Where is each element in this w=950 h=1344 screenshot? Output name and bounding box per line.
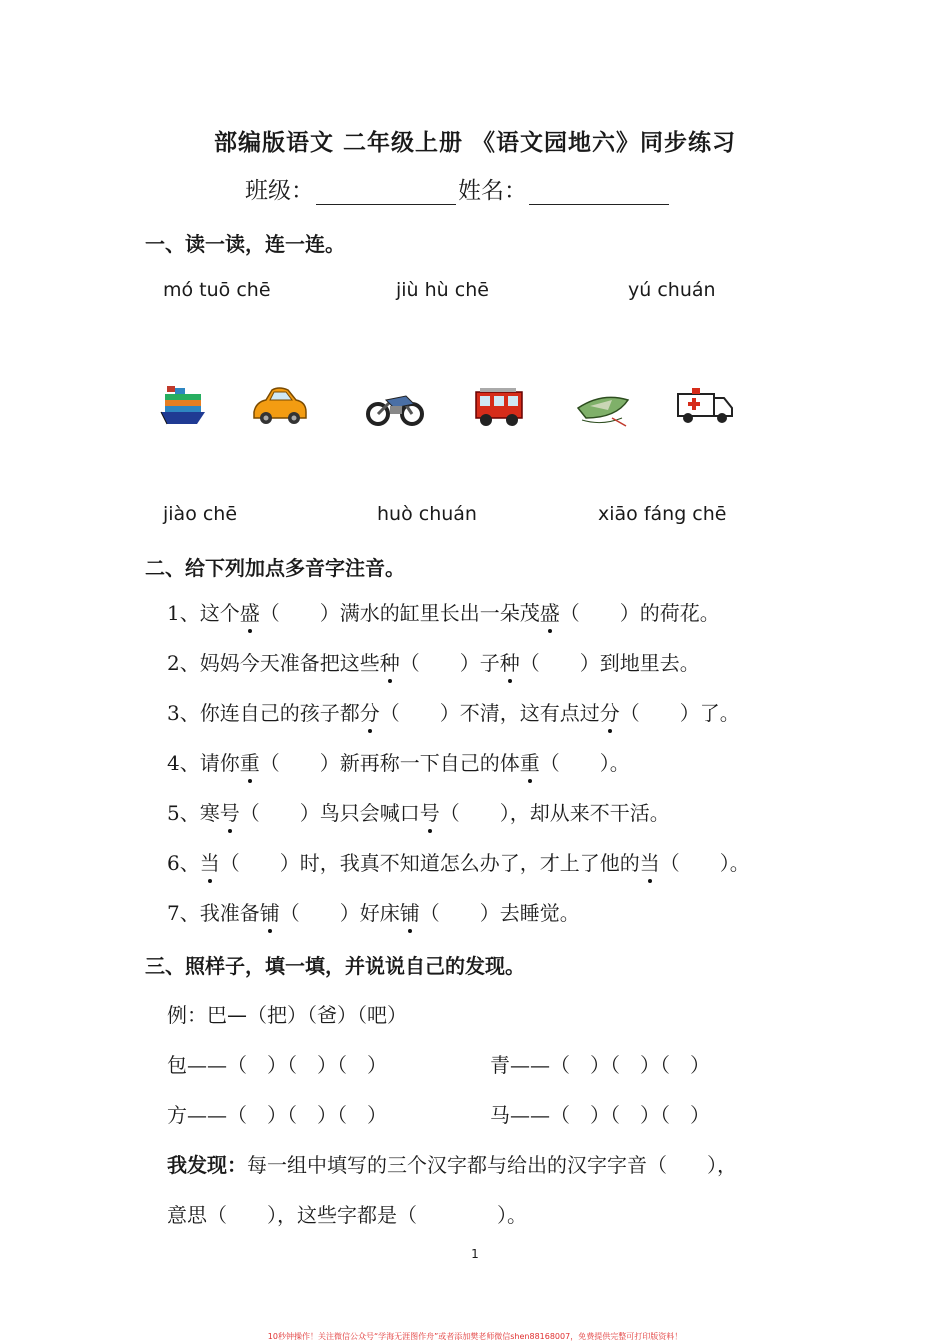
page-title: 部编版语文 二年级上册 《语文园地六》同步练习 [213, 130, 736, 156]
fire-truck-icon [470, 378, 532, 434]
q3-dotted-1: 分 [360, 697, 380, 726]
finding-text: 每一组中填写的三个汉字都与给出的汉字字音（ ）， [247, 1153, 737, 1177]
pinyin-bottom-2: huò chuán [377, 503, 477, 525]
q3-dotted-2: 分 [600, 697, 620, 726]
name-label: 姓名： [458, 178, 527, 204]
finding-line-2: 意思（ ），这些字都是（ ）。 [167, 1203, 527, 1227]
q6-dotted-2: 当 [640, 847, 660, 876]
q1-dotted-2: 盛 [540, 597, 560, 626]
q5-dotted-1: 号 [220, 797, 240, 826]
q5-dotted-2: 号 [420, 797, 440, 826]
question-7 [167, 897, 580, 926]
q5-text-a: 5、寒 [167, 801, 220, 825]
q4-text-b: （ ）新再称一下自己的体 [259, 751, 520, 775]
row2-right: 马——（ ）（ ）（ ） [490, 1103, 710, 1127]
q7-text-b: （ ）好床 [279, 901, 400, 925]
motorcycle-icon [364, 378, 426, 434]
q7-text-c: （ ）去睡觉。 [419, 901, 580, 925]
student-info [245, 172, 671, 205]
q3-text-c: （ ）了。 [619, 701, 740, 725]
section1-heading: 一、读一读，连一连。 [145, 232, 345, 256]
page-number: 1 [471, 1247, 479, 1261]
q7-text-a: 7、我准备 [167, 901, 260, 925]
footer-note: 10秒钟操作！关注微信公众号“学海无涯图作舟”或者添加樊老师微信shen88168007，免费提供完整可打印版资料！ [267, 1332, 683, 1341]
q4-text-c: （ ）。 [539, 751, 630, 775]
q7-dotted-1: 铺 [260, 897, 280, 926]
q6-text-c: （ ）。 [659, 851, 750, 875]
row1-right: 青——（ ）（ ）（ ） [490, 1053, 710, 1077]
ambulance-icon [674, 378, 736, 434]
cargo-ship-icon [155, 378, 217, 434]
class-blank[interactable] [316, 180, 456, 205]
question-5 [167, 797, 670, 826]
row1-left: 包——（ ）（ ）（ ） [167, 1053, 387, 1077]
finding-line [167, 1149, 737, 1178]
q4-dotted-1: 重 [240, 747, 260, 776]
car-icon [248, 378, 310, 434]
q7-dotted-2: 铺 [400, 897, 420, 926]
q5-text-c: （ ），却从来不干活。 [439, 801, 670, 825]
section2-heading: 二、给下列加点多音字注音。 [145, 556, 405, 580]
name-blank[interactable] [529, 180, 669, 205]
pinyin-bottom-3: xiāo fáng chē [598, 503, 727, 525]
pinyin-top-2: jiù hù chē [396, 279, 489, 301]
q4-text-a: 4、请你 [167, 751, 240, 775]
pinyin-top-3: yú chuán [628, 279, 716, 301]
q3-text-b: （ ）不清，这有点过 [379, 701, 600, 725]
q1-dotted-1: 盛 [240, 597, 260, 626]
question-2 [167, 647, 700, 676]
q5-text-b: （ ）鸟只会喊口 [239, 801, 420, 825]
pinyin-bottom-1: jiào chē [163, 503, 238, 525]
question-4 [167, 747, 630, 776]
q2-text-a: 2、妈妈今天准备把这些 [167, 651, 380, 675]
section3-heading: 三、照样子，填一填，并说说自己的发现。 [145, 954, 525, 978]
row2-left: 方——（ ）（ ）（ ） [167, 1103, 387, 1127]
class-label: 班级： [245, 178, 314, 204]
q1-text-b: （ ）满水的缸里长出一朵茂 [259, 601, 540, 625]
q2-dotted-1: 种 [380, 647, 400, 676]
q2-text-b: （ ）子 [399, 651, 500, 675]
q6-text-b: （ ）时，我真不知道怎么办了，才上了他的 [219, 851, 640, 875]
q1-text-c: （ ）的荷花。 [559, 601, 720, 625]
q6-dotted-1: 当 [200, 847, 220, 876]
q2-text-c: （ ）到地里去。 [519, 651, 700, 675]
q4-dotted-2: 重 [520, 747, 540, 776]
pinyin-top-1: mó tuō chē [163, 279, 271, 301]
question-6 [167, 847, 750, 876]
q1-text-a: 1、这个 [167, 601, 240, 625]
q3-text-a: 3、你连自己的孩子都 [167, 701, 360, 725]
q2-dotted-2: 种 [500, 647, 520, 676]
question-3 [167, 697, 740, 726]
example-line: 例：巴—（把）（爸）（吧） [167, 1003, 407, 1027]
question-1 [167, 597, 720, 626]
fishing-boat-icon [572, 378, 634, 434]
q6-text-a: 6、 [167, 851, 200, 875]
finding-label: 我发现： [167, 1153, 247, 1177]
